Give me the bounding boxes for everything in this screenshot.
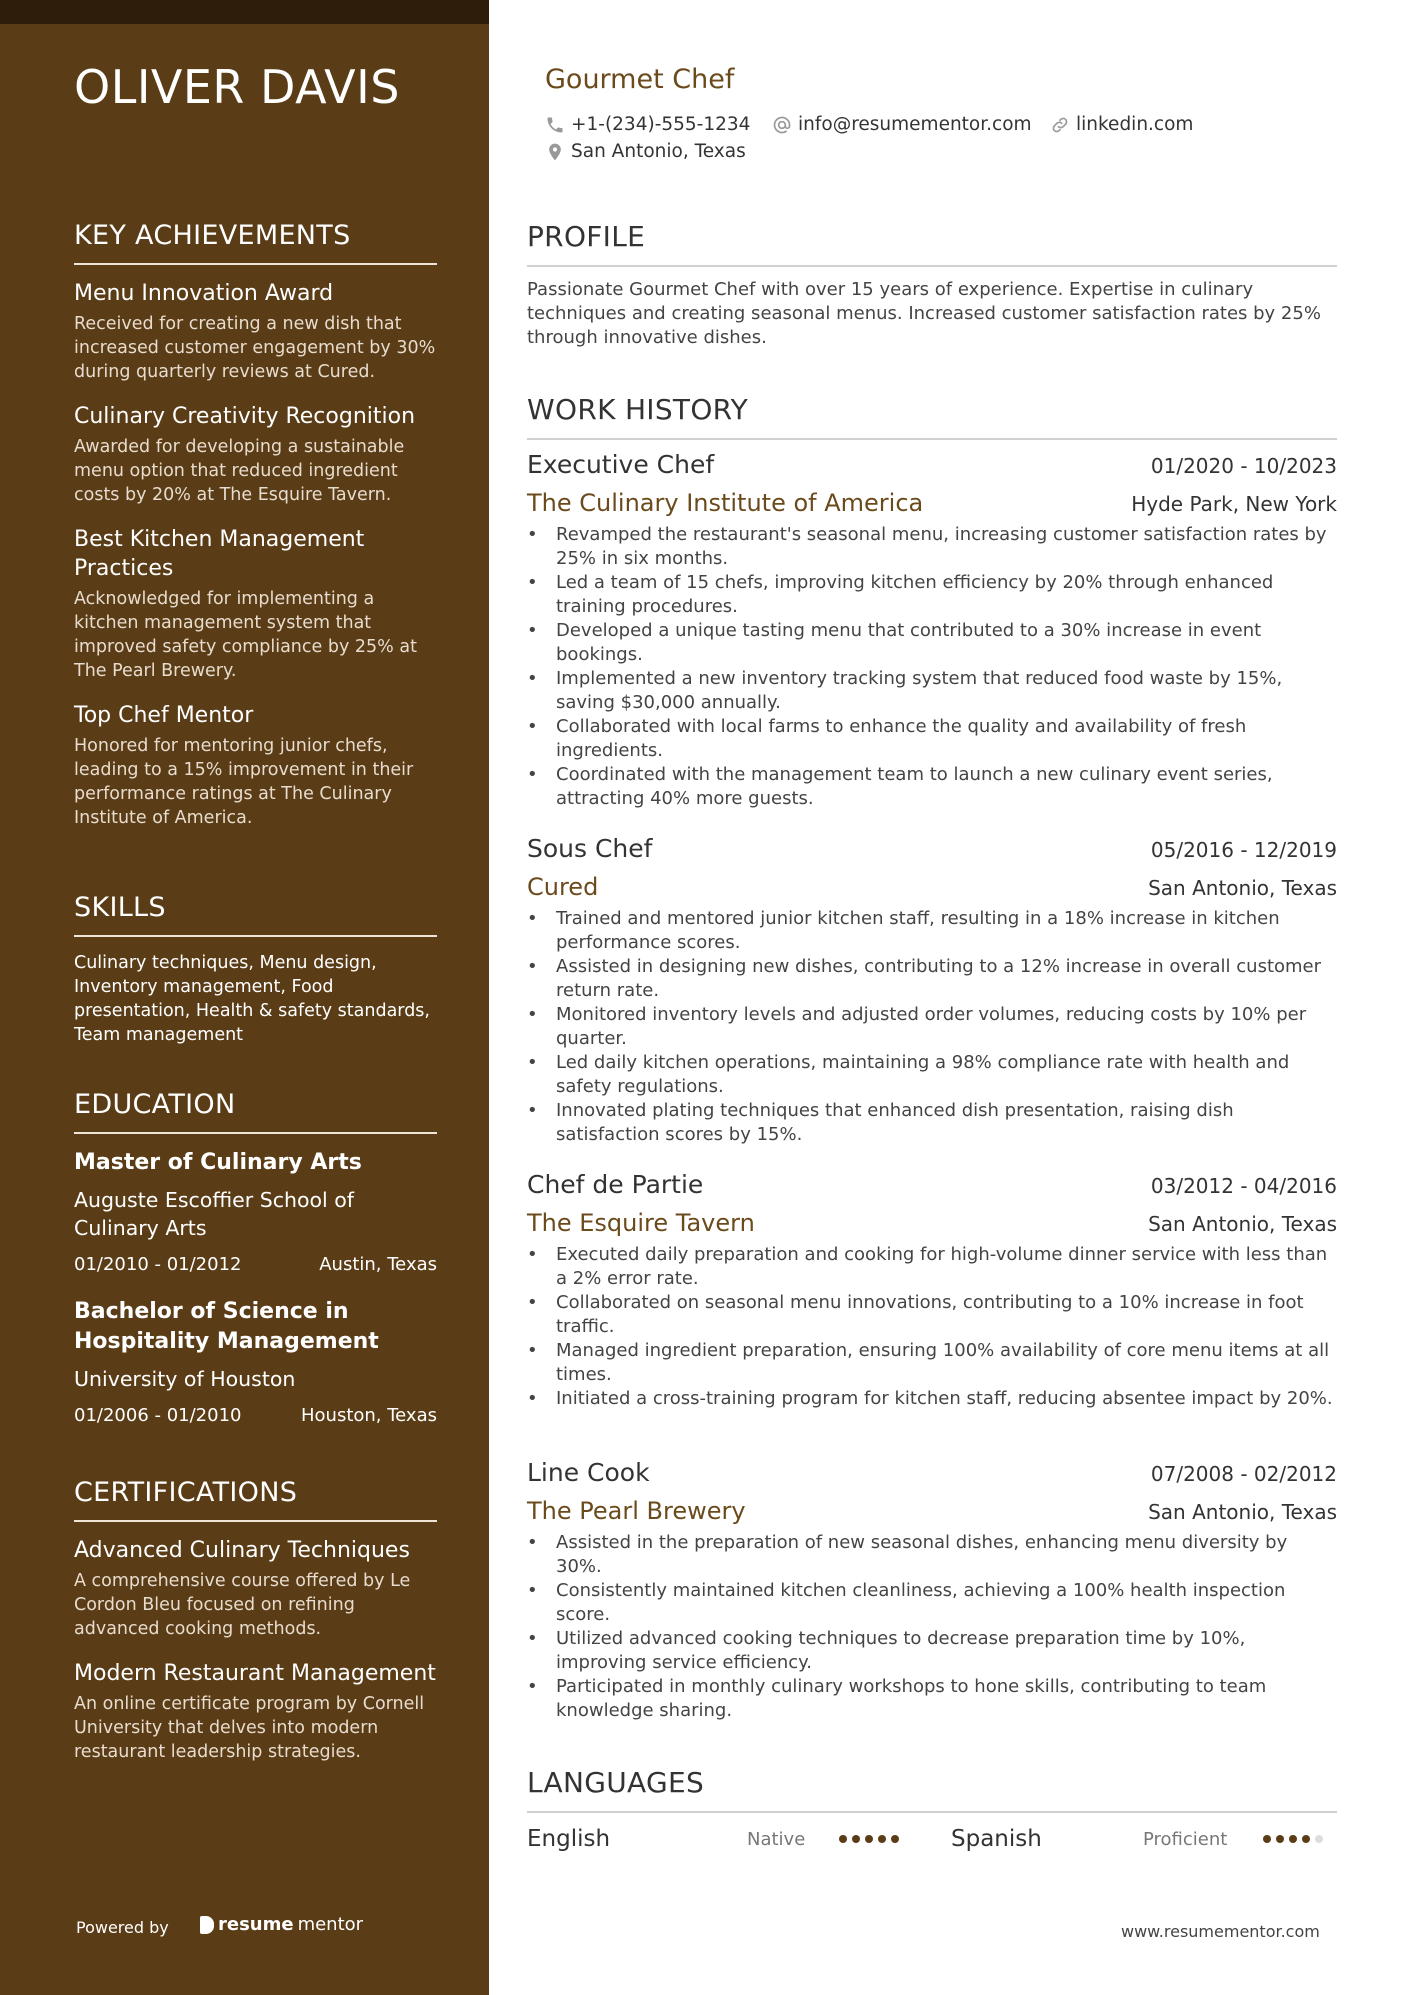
certifications-title: CERTIFICATIONS bbox=[74, 1477, 437, 1522]
achievement-title: Menu Innovation Award bbox=[74, 281, 334, 306]
job-dates: 05/2016 - 12/2019 bbox=[1150, 838, 1337, 862]
rating-dot-filled bbox=[878, 1835, 886, 1843]
rating-dot-filled bbox=[1302, 1835, 1310, 1843]
achievements-section bbox=[74, 220, 437, 848]
certification-item bbox=[74, 1536, 437, 1641]
job-entry bbox=[527, 834, 1337, 1147]
certification-title: Advanced Culinary Techniques bbox=[74, 1538, 410, 1563]
rating-dot-filled bbox=[852, 1835, 860, 1843]
powered-by-label: Powered by bbox=[76, 1918, 169, 1937]
achievement-title: Culinary Creativity Recognition bbox=[74, 404, 416, 429]
job-bullet: • Assisted in designing new dishes, contributing to a 12% increase in overall customer return rate. bbox=[527, 955, 1337, 1003]
achievement-desc: Awarded for developing a sustainable menu option that reduced ingredient costs by 20% at The Esquire Tavern. bbox=[74, 437, 405, 505]
languages-row bbox=[527, 1826, 1337, 1852]
at-icon bbox=[772, 115, 792, 135]
rating-dot-filled bbox=[1289, 1835, 1297, 1843]
achievement-title: Top Chef Mentor bbox=[74, 703, 254, 728]
education-item bbox=[74, 1148, 437, 1275]
contact-location bbox=[545, 141, 746, 162]
job-location: Hyde Park, New York bbox=[1131, 492, 1337, 516]
job-bullet: • Collaborated on seasonal menu innovations, contributing to a 10% increase in foot traffic. bbox=[527, 1291, 1337, 1339]
language-name: English bbox=[527, 1826, 611, 1852]
job-entry bbox=[527, 1170, 1337, 1411]
certification-title: Modern Restaurant Management bbox=[74, 1661, 436, 1686]
job-bullet: • Implemented a new inventory tracking system that reduced food waste by 15%, saving $30,000 annually. bbox=[527, 667, 1337, 715]
job-bullet: • Consistently maintained kitchen cleanliness, achieving a 100% health inspection score. bbox=[527, 1579, 1337, 1627]
education-degree: Bachelor of Science in Hospitality Management bbox=[74, 1299, 379, 1354]
job-bullet: • Trained and mentored junior kitchen staff, resulting in a 18% increase in kitchen performance scores. bbox=[527, 907, 1337, 955]
link-icon bbox=[1050, 115, 1070, 135]
job-bullets bbox=[527, 1531, 1337, 1723]
education-school: Auguste Escoffier School of Culinary Arts bbox=[74, 1188, 355, 1240]
job-entry bbox=[527, 1458, 1337, 1723]
language-rating bbox=[1263, 1835, 1323, 1843]
candidate-name: OLIVER DAVIS bbox=[74, 60, 400, 114]
skills-title: SKILLS bbox=[74, 892, 437, 937]
rating-dot-filled bbox=[865, 1835, 873, 1843]
job-bullet: • Assisted in the preparation of new seasonal dishes, enhancing menu diversity by 30%. bbox=[527, 1531, 1337, 1579]
achievement-desc: Honored for mentoring junior chefs, leading to a 15% improvement in their performance ratings at The Culinary Institute of America. bbox=[74, 736, 414, 828]
certification-desc: An online certificate program by Cornell University that delves into modern restaurant leadership strategies. bbox=[74, 1694, 425, 1762]
achievements-title: KEY ACHIEVEMENTS bbox=[74, 220, 437, 265]
job-role: Chef de Partie bbox=[527, 1170, 704, 1199]
achievement-desc: Received for creating a new dish that increased customer engagement by 30% during quarterly reviews at Cured. bbox=[74, 314, 436, 382]
education-item bbox=[74, 1297, 437, 1426]
job-role: Line Cook bbox=[527, 1458, 650, 1487]
job-bullet: • Innovated plating techniques that enhanced dish presentation, raising dish satisfaction scores by 15%. bbox=[527, 1099, 1337, 1147]
footer-site-link[interactable]: www.resumementor.com bbox=[1121, 1922, 1320, 1941]
rating-dot-empty bbox=[1315, 1835, 1323, 1843]
job-bullet: • Participated in monthly culinary workshops to hone skills, contributing to team knowledge sharing. bbox=[527, 1675, 1337, 1723]
education-dates: 01/2006 - 01/2010 bbox=[74, 1405, 242, 1426]
job-company: The Pearl Brewery bbox=[527, 1497, 746, 1525]
education-title: EDUCATION bbox=[74, 1089, 437, 1134]
job-bullets bbox=[527, 907, 1337, 1147]
job-company: The Culinary Institute of America bbox=[527, 489, 924, 517]
job-company: Cured bbox=[527, 873, 599, 901]
job-title: Gourmet Chef bbox=[545, 64, 735, 95]
job-bullet: • Managed ingredient preparation, ensuring 100% availability of core menu items at all times. bbox=[527, 1339, 1337, 1387]
education-dates: 01/2010 - 01/2012 bbox=[74, 1254, 242, 1275]
rating-dot-filled bbox=[1276, 1835, 1284, 1843]
job-bullet: • Collaborated with local farms to enhance the quality and availability of fresh ingredients. bbox=[527, 715, 1337, 763]
education-degree: Master of Culinary Arts bbox=[74, 1150, 362, 1175]
sidebar bbox=[0, 0, 489, 1995]
rating-dot-filled bbox=[839, 1835, 847, 1843]
job-bullet: • Led daily kitchen operations, maintaining a 98% compliance rate with health and safety regulations. bbox=[527, 1051, 1337, 1099]
job-bullet: • Monitored inventory levels and adjusted order volumes, reducing costs by 10% per quarter. bbox=[527, 1003, 1337, 1051]
job-bullet: • Led a team of 15 chefs, improving kitchen efficiency by 20% through enhanced training procedures. bbox=[527, 571, 1337, 619]
location-pin-icon bbox=[545, 142, 565, 162]
email-text[interactable]: info@resumementor.com bbox=[798, 114, 1032, 135]
job-location: San Antonio, Texas bbox=[1148, 1212, 1337, 1236]
resumementor-logo-icon bbox=[200, 1916, 214, 1934]
job-location: San Antonio, Texas bbox=[1148, 1500, 1337, 1524]
job-dates: 03/2012 - 04/2016 bbox=[1150, 1174, 1337, 1198]
linkedin-text[interactable]: linkedin.com bbox=[1076, 114, 1194, 135]
rating-dot-filled bbox=[1263, 1835, 1271, 1843]
phone-icon bbox=[545, 115, 565, 135]
job-bullet: • Executed daily preparation and cooking for high-volume dinner service with less than a 2% error rate. bbox=[527, 1243, 1337, 1291]
contact-email bbox=[772, 114, 1032, 135]
job-dates: 01/2020 - 10/2023 bbox=[1150, 454, 1337, 478]
skills-text: Culinary techniques, Menu design, Inventory management, Food presentation, Health & safety standards, Team management bbox=[74, 953, 430, 1045]
education-school: University of Houston bbox=[74, 1367, 296, 1391]
achievement-title: Best Kitchen Management Practices bbox=[74, 527, 365, 581]
skills-section bbox=[74, 892, 437, 1047]
job-bullet: • Revamped the restaurant's seasonal menu, increasing customer satisfaction rates by 25% in six months. bbox=[527, 523, 1337, 571]
job-bullets bbox=[527, 523, 1337, 811]
contact-phone bbox=[545, 114, 750, 135]
job-role: Executive Chef bbox=[527, 450, 715, 479]
language-level: Native bbox=[747, 1828, 806, 1850]
rating-dot-filled bbox=[891, 1835, 899, 1843]
certification-item bbox=[74, 1659, 437, 1764]
job-role: Sous Chef bbox=[527, 834, 653, 863]
achievement-item bbox=[74, 402, 437, 507]
language-name: Spanish bbox=[951, 1826, 1042, 1852]
resumementor-logo[interactable] bbox=[200, 1914, 363, 1935]
profile-title: PROFILE bbox=[527, 220, 1337, 267]
phone-text[interactable]: +1-(234)-555-1234 bbox=[571, 114, 751, 135]
job-dates: 07/2008 - 02/2012 bbox=[1150, 1462, 1337, 1486]
achievement-item bbox=[74, 701, 437, 830]
language-rating bbox=[839, 1835, 951, 1843]
education-location: Houston, Texas bbox=[300, 1405, 437, 1426]
achievement-desc: Acknowledged for implementing a kitchen management system that improved safety compliance by 25% at The Pearl Brewery. bbox=[74, 589, 417, 681]
job-bullet: • Coordinated with the management team to launch a new culinary event series, attracting 40% more guests. bbox=[527, 763, 1337, 811]
certifications-section bbox=[74, 1477, 437, 1782]
brand-bold: resume bbox=[218, 1914, 294, 1935]
achievement-item bbox=[74, 279, 437, 384]
job-location: San Antonio, Texas bbox=[1148, 876, 1337, 900]
certification-desc: A comprehensive course offered by Le Cordon Bleu focused on refining advanced cooking methods. bbox=[74, 1571, 411, 1639]
brand-light: mentor bbox=[297, 1914, 364, 1935]
work-history-title: WORK HISTORY bbox=[527, 393, 1337, 440]
job-entry bbox=[527, 450, 1337, 811]
contact-linkedin bbox=[1050, 114, 1193, 135]
education-section bbox=[74, 1089, 437, 1448]
job-bullets bbox=[527, 1243, 1337, 1411]
profile-text: Passionate Gourmet Chef with over 15 years of experience. Expertise in culinary techniques and creating seasonal menus. Increased customer satisfaction rates by 25% through innovative dishes. bbox=[527, 279, 1321, 348]
job-bullet: • Utilized advanced cooking techniques to decrease preparation time by 10%, improving service efficiency. bbox=[527, 1627, 1337, 1675]
education-location: Austin, Texas bbox=[319, 1254, 437, 1275]
achievement-item bbox=[74, 525, 437, 683]
location-text: San Antonio, Texas bbox=[571, 141, 746, 162]
sidebar-top-strip bbox=[0, 0, 489, 24]
job-company: The Esquire Tavern bbox=[527, 1209, 755, 1237]
language-level: Proficient bbox=[1143, 1828, 1228, 1850]
job-bullet: • Initiated a cross-training program for kitchen staff, reducing absentee impact by 20%. bbox=[527, 1387, 1337, 1411]
job-bullet: • Developed a unique tasting menu that contributed to a 30% increase in event bookings. bbox=[527, 619, 1337, 667]
languages-title: LANGUAGES bbox=[527, 1766, 1337, 1813]
